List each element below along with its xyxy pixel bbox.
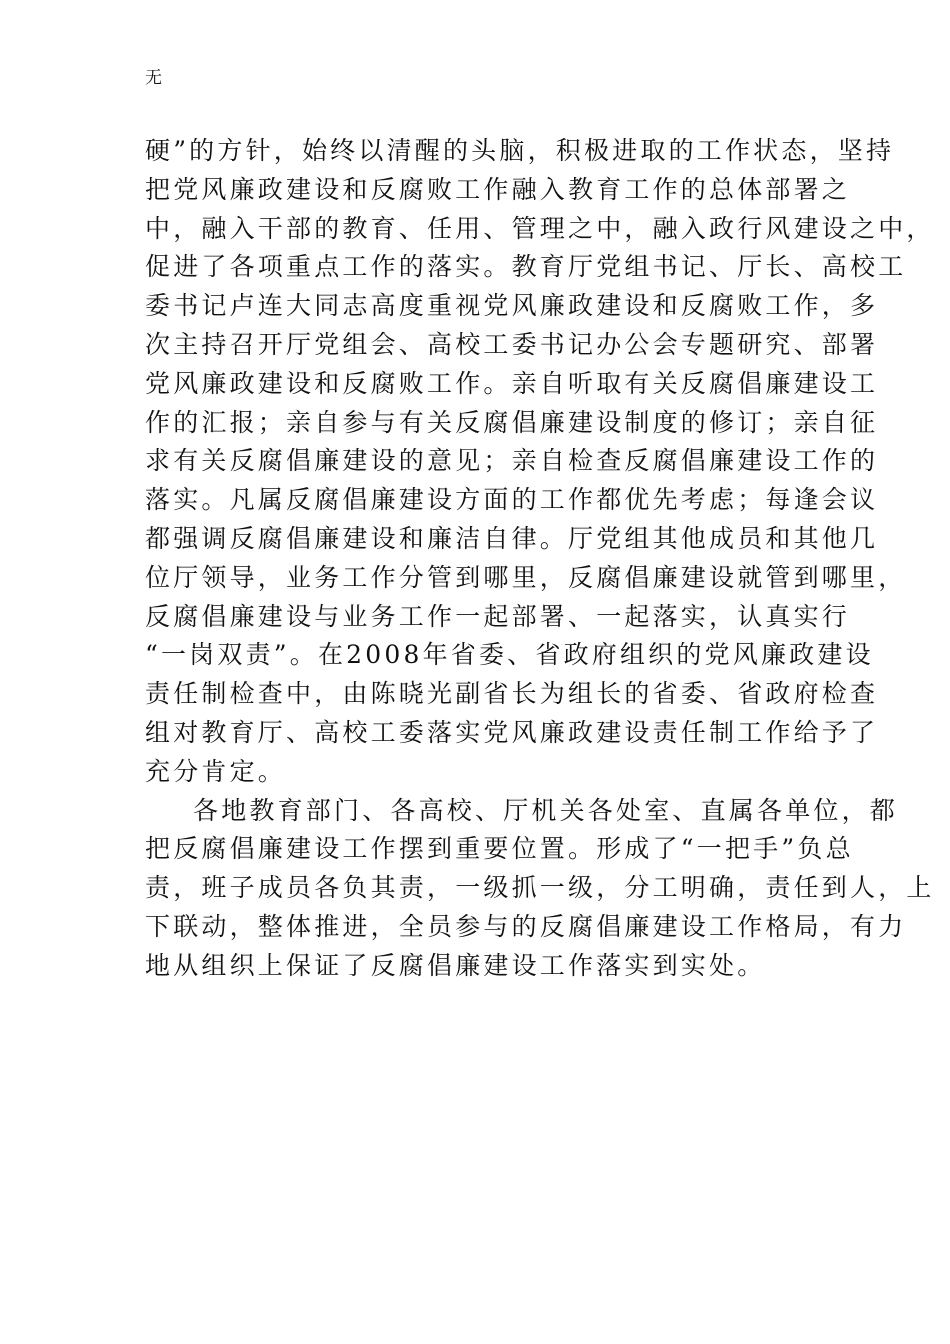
text-line: “一岗双责”。在2008年省委、省政府组织的党风廉政建设 [145, 640, 874, 670]
text-line: 落实。凡属反腐倡廉建设方面的工作都优先考虑；每逢会议 [145, 485, 879, 515]
page-header: 无 [145, 68, 162, 88]
paragraph-1 [145, 132, 935, 792]
text-line: 党风廉政建设和反腐败工作。亲自听取有关反腐倡廉建设工 [145, 368, 879, 398]
text-line: 组对教育厅、高校工委落实党风廉政建设责任制工作给予了 [145, 717, 879, 747]
text-line: 作的汇报；亲自参与有关反腐倡廉建设制度的修订；亲自征 [145, 407, 879, 437]
text-line: 求有关反腐倡廉建设的意见；亲自检查反腐倡廉建设工作的 [145, 446, 879, 476]
paragraph-2 [145, 792, 935, 986]
text-line: 都强调反腐倡廉建设和廉洁自律。厅党组其他成员和其他几 [145, 523, 879, 553]
text-line: 把反腐倡廉建设工作摆到重要位置。形成了“一把手”负总 [145, 834, 854, 864]
text-line: 地从组织上保证了反腐倡廉建设工作落实到实处。 [145, 950, 766, 980]
text-line: 责，班子成员各负其责，一级抓一级，分工明确，责任到人，上 [145, 873, 935, 903]
text-line: 硬”的方针，始终以清醒的头脑，积极进取的工作状态，坚持 [145, 136, 895, 165]
text-line: 委书记卢连大同志高度重视党风廉政建设和反腐败工作，多 [145, 291, 879, 321]
text-line: 责任制检查中，由陈晓光副省长为组长的省委、省政府检查 [145, 679, 879, 709]
text-line: 促进了各项重点工作的落实。教育厅党组书记、厅长、高校工 [145, 252, 907, 282]
text-line: 次主持召开厅党组会、高校工委书记办公会专题研究、部署 [145, 329, 879, 359]
text-line: 位厅领导，业务工作分管到哪里，反腐倡廉建设就管到哪里， [145, 562, 907, 592]
text-line: 把党风廉政建设和反腐败工作融入教育工作的总体部署之 [145, 174, 851, 204]
text-line: 各地教育部门、各高校、厅机关各处室、直属各单位，都 [193, 795, 899, 825]
text-line: 反腐倡廉建设与业务工作一起部署、一起落实，认真实行 [145, 601, 851, 631]
text-line: 下联动，整体推进，全员参与的反腐倡廉建设工作格局，有力 [145, 911, 907, 941]
document-body [145, 132, 935, 986]
text-line: 充分肯定。 [145, 756, 287, 786]
text-line: 中，融入干部的教育、任用、管理之中，融入政行风建设之中， [145, 213, 935, 243]
